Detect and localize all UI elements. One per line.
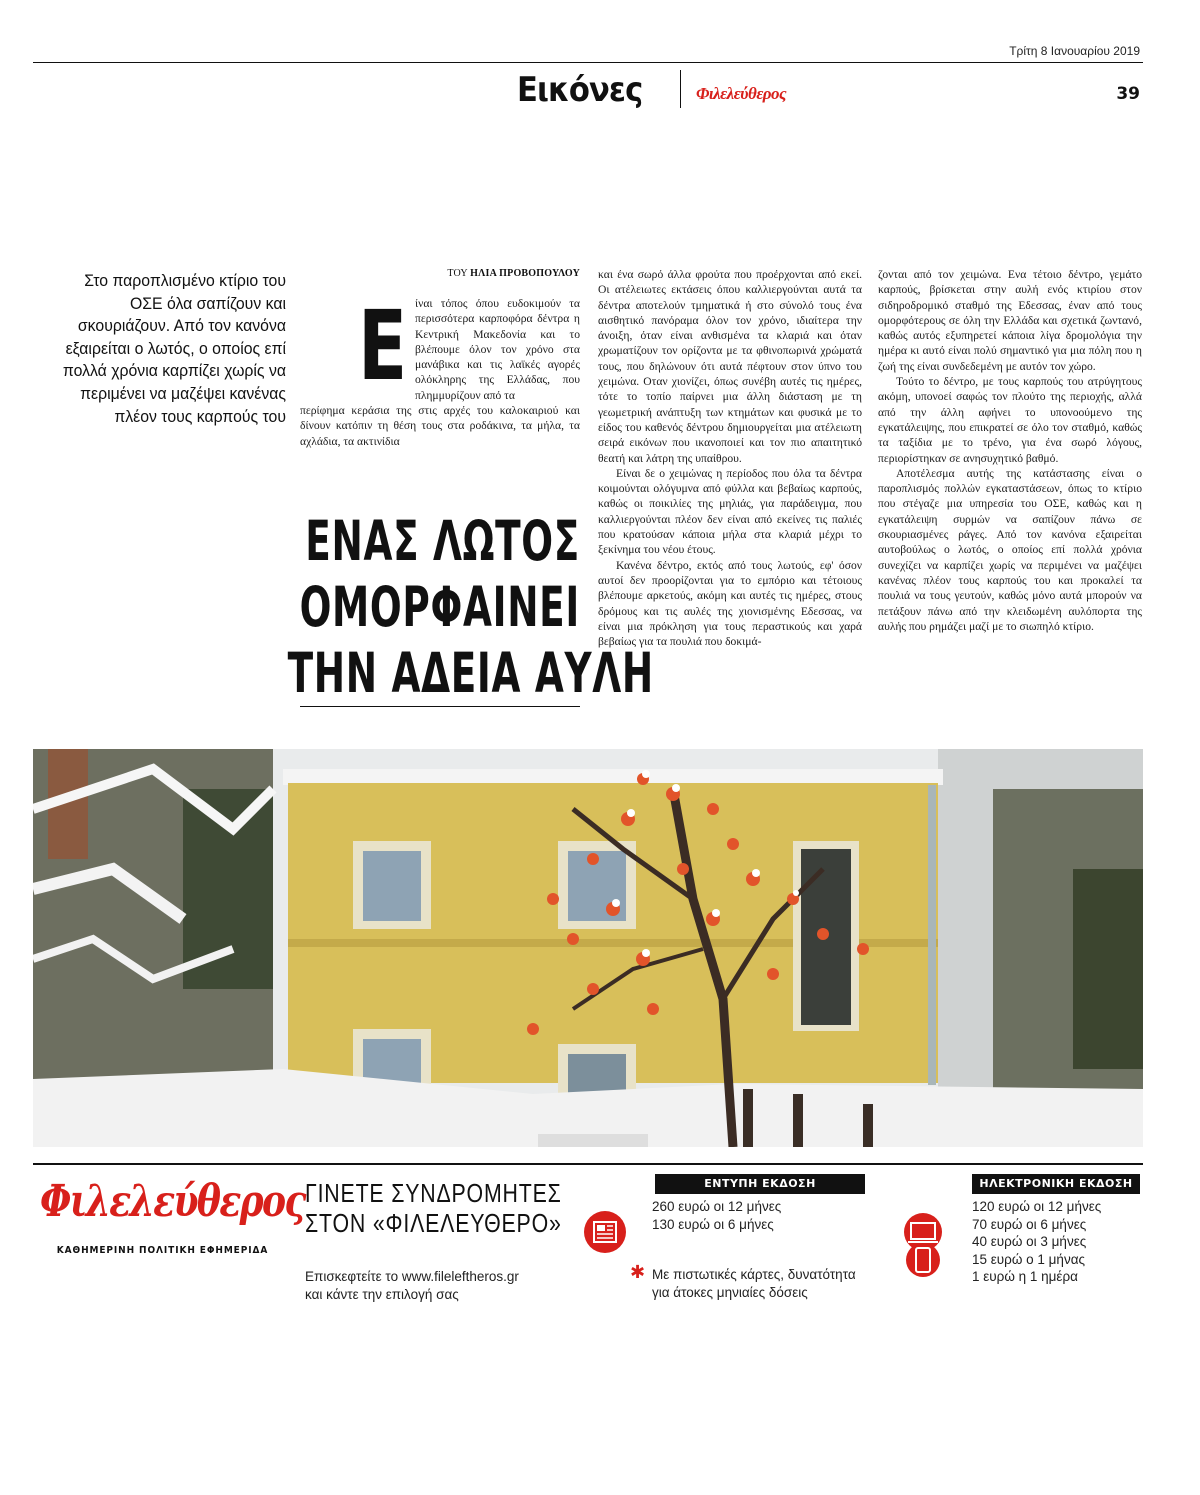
paragraph: περίφημα κεράσια της στις αρχές του καλοκαιριού και δίνουν κατόπιν τη θέση τους στα ροδάκινα, τα μήλα, τα αχλάδια, τα ακτινίδια [300,404,580,448]
visit-line-2: και κάντε την επιλογή σας [305,1287,459,1302]
section-title: Εικόνες [517,70,643,110]
body-column-1-top [415,296,580,403]
asterisk-icon: ✱ [630,1262,646,1283]
electronic-rate: 40 ευρώ οι 3 μήνες [972,1234,1087,1249]
print-rate: 260 ευρώ οι 12 μήνες [652,1199,782,1214]
paragraph: και ένα σωρό άλλα φρούτα που προέρχονται από εκεί. Οι ατέλειωτες εκτάσεις όπου καλλιεργούνται αυτά τα δέντρα αποτελούν τμηματικά ή στο σύνολό τους ένα αισθητικό πανόραμα όλον τον χρόνο, ιδιαίτερα την άνοιξη, όταν είναι ανθισμένα τα κλαριά και όταν χρωματίζουν τον ορίζοντα με τα φθινοπωρινά χρώματά τους, που δηλώνουν ότι αυτά πέφτουν στον ύπνο του χειμώνα. Οταν χιονίζει, όπως συνέβη αυτές τις ημέρες, τότε το τοπίο παίρνει μια άλλη διάσταση με τη γεωμετρική ανάπτυξη των κτημάτων και φυσικά με το είδος του καθενός δέντρου δημιουργείται μια ατέλειωτη σειρά εικόνων που ικανοποιεί και τον πιο απαιτητικό θεατή και λάτρη της υπαίθρου. [598,268,862,465]
footer-rule [33,1163,1143,1165]
card-note [652,1266,856,1301]
subscription-visit [305,1268,519,1304]
body-column-1-bottom [300,403,580,449]
byline [440,268,580,279]
page-number: 39 [1116,84,1140,104]
headline-rule [300,706,580,707]
byline-prefix: ΤΟΥ [447,268,468,279]
paragraph: ζονται από τον χειμώνα. Ενα τέτοιο δέντρο, γεμάτο καρπούς, βρίσκεται στην αυλή ενός κτιρίου στον σιδηροδρομικό σταθμό της Εδεσσας, έναν από τους ομορφότερους σε όλη την Ελλάδα και σχετικά ζωντανό, καθώς αυτός εξυπηρετεί κάποια λίγα δρομολόγια την ημέρα κι αυτό είναι πολύ σημαντικό για μια πόλη που η ζωή της είναι συνδεδεμένη με αυτόν τον χώρο. [878,268,1142,373]
devices-icon [898,1212,948,1283]
header-rule [33,62,1143,63]
headline [150,508,654,706]
subscription-title-line-1: ΓΙΝΕΤΕ ΣΥΝΔΡΟΜΗΤΕΣ [305,1178,562,1208]
newspaper-icon [583,1210,627,1259]
visit-line-1: Επισκεφτείτε το www.fileleftheros.gr [305,1269,519,1284]
electronic-rates [972,1198,1101,1286]
subscription-logo: Φιλελεύθερος [40,1176,305,1227]
byline-author: ΗΛΙΑ ΠΡΟΒΟΠΟΥΛΟΥ [470,268,580,279]
card-note-line-1: Με πιστωτικές κάρτες, δυνατότητα [652,1267,856,1282]
print-rates [652,1198,781,1233]
headline-line-3: ΤΗΝ ΑΔΕΙΑ ΑΥΛΗ [287,641,654,705]
print-rate: 130 ευρώ οι 6 μήνες [652,1216,774,1232]
paragraph: Κανένα δέντρο, εκτός από τους λωτούς, εφ' όσον αυτοί δεν προορίζονται για το εμπόριο και τέτοιους βλέπουμε αρκετούς, ακόμη και αυτές τις ημέρες, στους δρόμους και τις αυλές της χιονισμένης Εδεσσας, να είναι μια πρόκληση για τους περαστικούς και χαρά βεβαίως για τα πουλιά που δοκιμά- [598,558,862,649]
drop-cap: Ε [358,290,408,402]
body-column-3 [878,267,1142,634]
electronic-rate: 15 ευρώ ο 1 μήνας [972,1251,1086,1267]
card-note-line-2: για άτοκες μηνιαίες δόσεις [652,1284,808,1300]
headline-line-2: ΟΜΟΡΦΑΙΝΕΙ [299,575,580,639]
paragraph: Είναι δε ο χειμώνας η περίοδος που όλα τα δέντρα κοιμούνται ολόγυμνα από φύλλα και βεβαίως καρπούς, καθώς οι ποικιλίες της μηλιάς, για παράδειγμα, που καλλιεργούνται πλέον δεν είναι από εκείνες τις παλιές που κρατούσαν κάποια μήλα στα κλαριά μέχρι το ξεκίνημα του νέου έτους. [598,466,862,557]
paragraph: ίναι τόπος όπου ευδοκιμούν τα περισσότερα καρποφόρα δέντρα η Κεντρική Μακεδονία και το βλέπουμε όλον τον χρόνο στα μανάβικα και τις λαϊκές αγορές ολόκληρης της Ελλάδας, που πλημμυρίζουν από τα [415,297,580,402]
article-lead: Στο παροπλισμένο κτίριο του ΟΣΕ όλα σαπίζουν και σκουριάζουν. Από τον κανόνα εξαιρείται ο λωτός, ο οποίος επί πολλά χρόνια καρπίζει χωρίς να περιμένει να μαζέψει κανένας πλέον τους καρπούς του [62,271,286,426]
subscription-title [305,1178,562,1238]
electronic-rate: 120 ευρώ οι 12 μήνες [972,1199,1102,1214]
print-edition-label: ΕΝΤΥΠΗ ΕΚΔΟΣΗ [655,1174,865,1194]
paragraph: Αποτέλεσμα αυτής της κατάστασης είναι ο παροπλισμός πολλών εγκαταστάσεων, όπως το κτίριο που στέγαζε μια υπηρεσία του ΟΣΕ, καθώς και η εγκατάλειψη συρμών να σαπίζουν πάνω σε σκουριασμένες ράγες. Από τον κανόνα εξαιρείται αυτοβούλως ο λωτός, ο οποίος επί πολλά χρόνια συνεχίζει να καρπίζει χωρίς να περιμένει να μαζέψει κανένας πλέον τους καρπούς του και προκαλεί τα πουλιά να τους γευτούν, καθώς μόνο αυτά μπορούν να πετάξουν πάνω από την κλειδωμένη αυλόπορτα της αυλής που ρημάζει μαζί με το σιωπηλό κτίριο. [878,466,1142,633]
subscription-title-line-2: ΣΤΟΝ «ΦΙΛΕΛΕΥΘΕΡΟ» [305,1208,562,1238]
electronic-edition-label: ΗΛΕΚΤΡΟΝΙΚΗ ΕΚΔΟΣΗ [972,1174,1140,1194]
paper-logo: Φιλελεύθερος [696,84,787,103]
header-separator [680,70,681,108]
electronic-rate: 70 ευρώ οι 6 μήνες [972,1216,1087,1232]
subscription-logo-subtitle: ΚΑΘΗΜΕΡΙΝΗ ΠΟΛΙΤΙΚΗ ΕΦΗΜΕΡΙΔΑ [56,1245,269,1256]
headline-line-1: ΕΝΑΣ ΛΩΤΟΣ [305,509,580,573]
electronic-rate: 1 ευρώ η 1 ημέρα [972,1269,1078,1284]
article-photo [33,749,1143,1147]
issue-date: Τρίτη 8 Ιανουαρίου 2019 [1009,44,1140,58]
paragraph: Τούτο το δέντρο, με τους καρπούς του ατρύγητους ακόμη, υπονοεί σαφώς τον πλούτο της περιοχής, αλλά από την άλλη αφήνει το υπονοούμενο της εγκατάλειψης, που επικρατεί σε όλο τον σταθμό, καθώς τα ταξίδια με το τρένο, για ένα σωρό λόγους, περιορίστηκαν σε ανησυχητικό βαθμό. [878,375,1142,465]
body-column-2 [598,267,862,649]
